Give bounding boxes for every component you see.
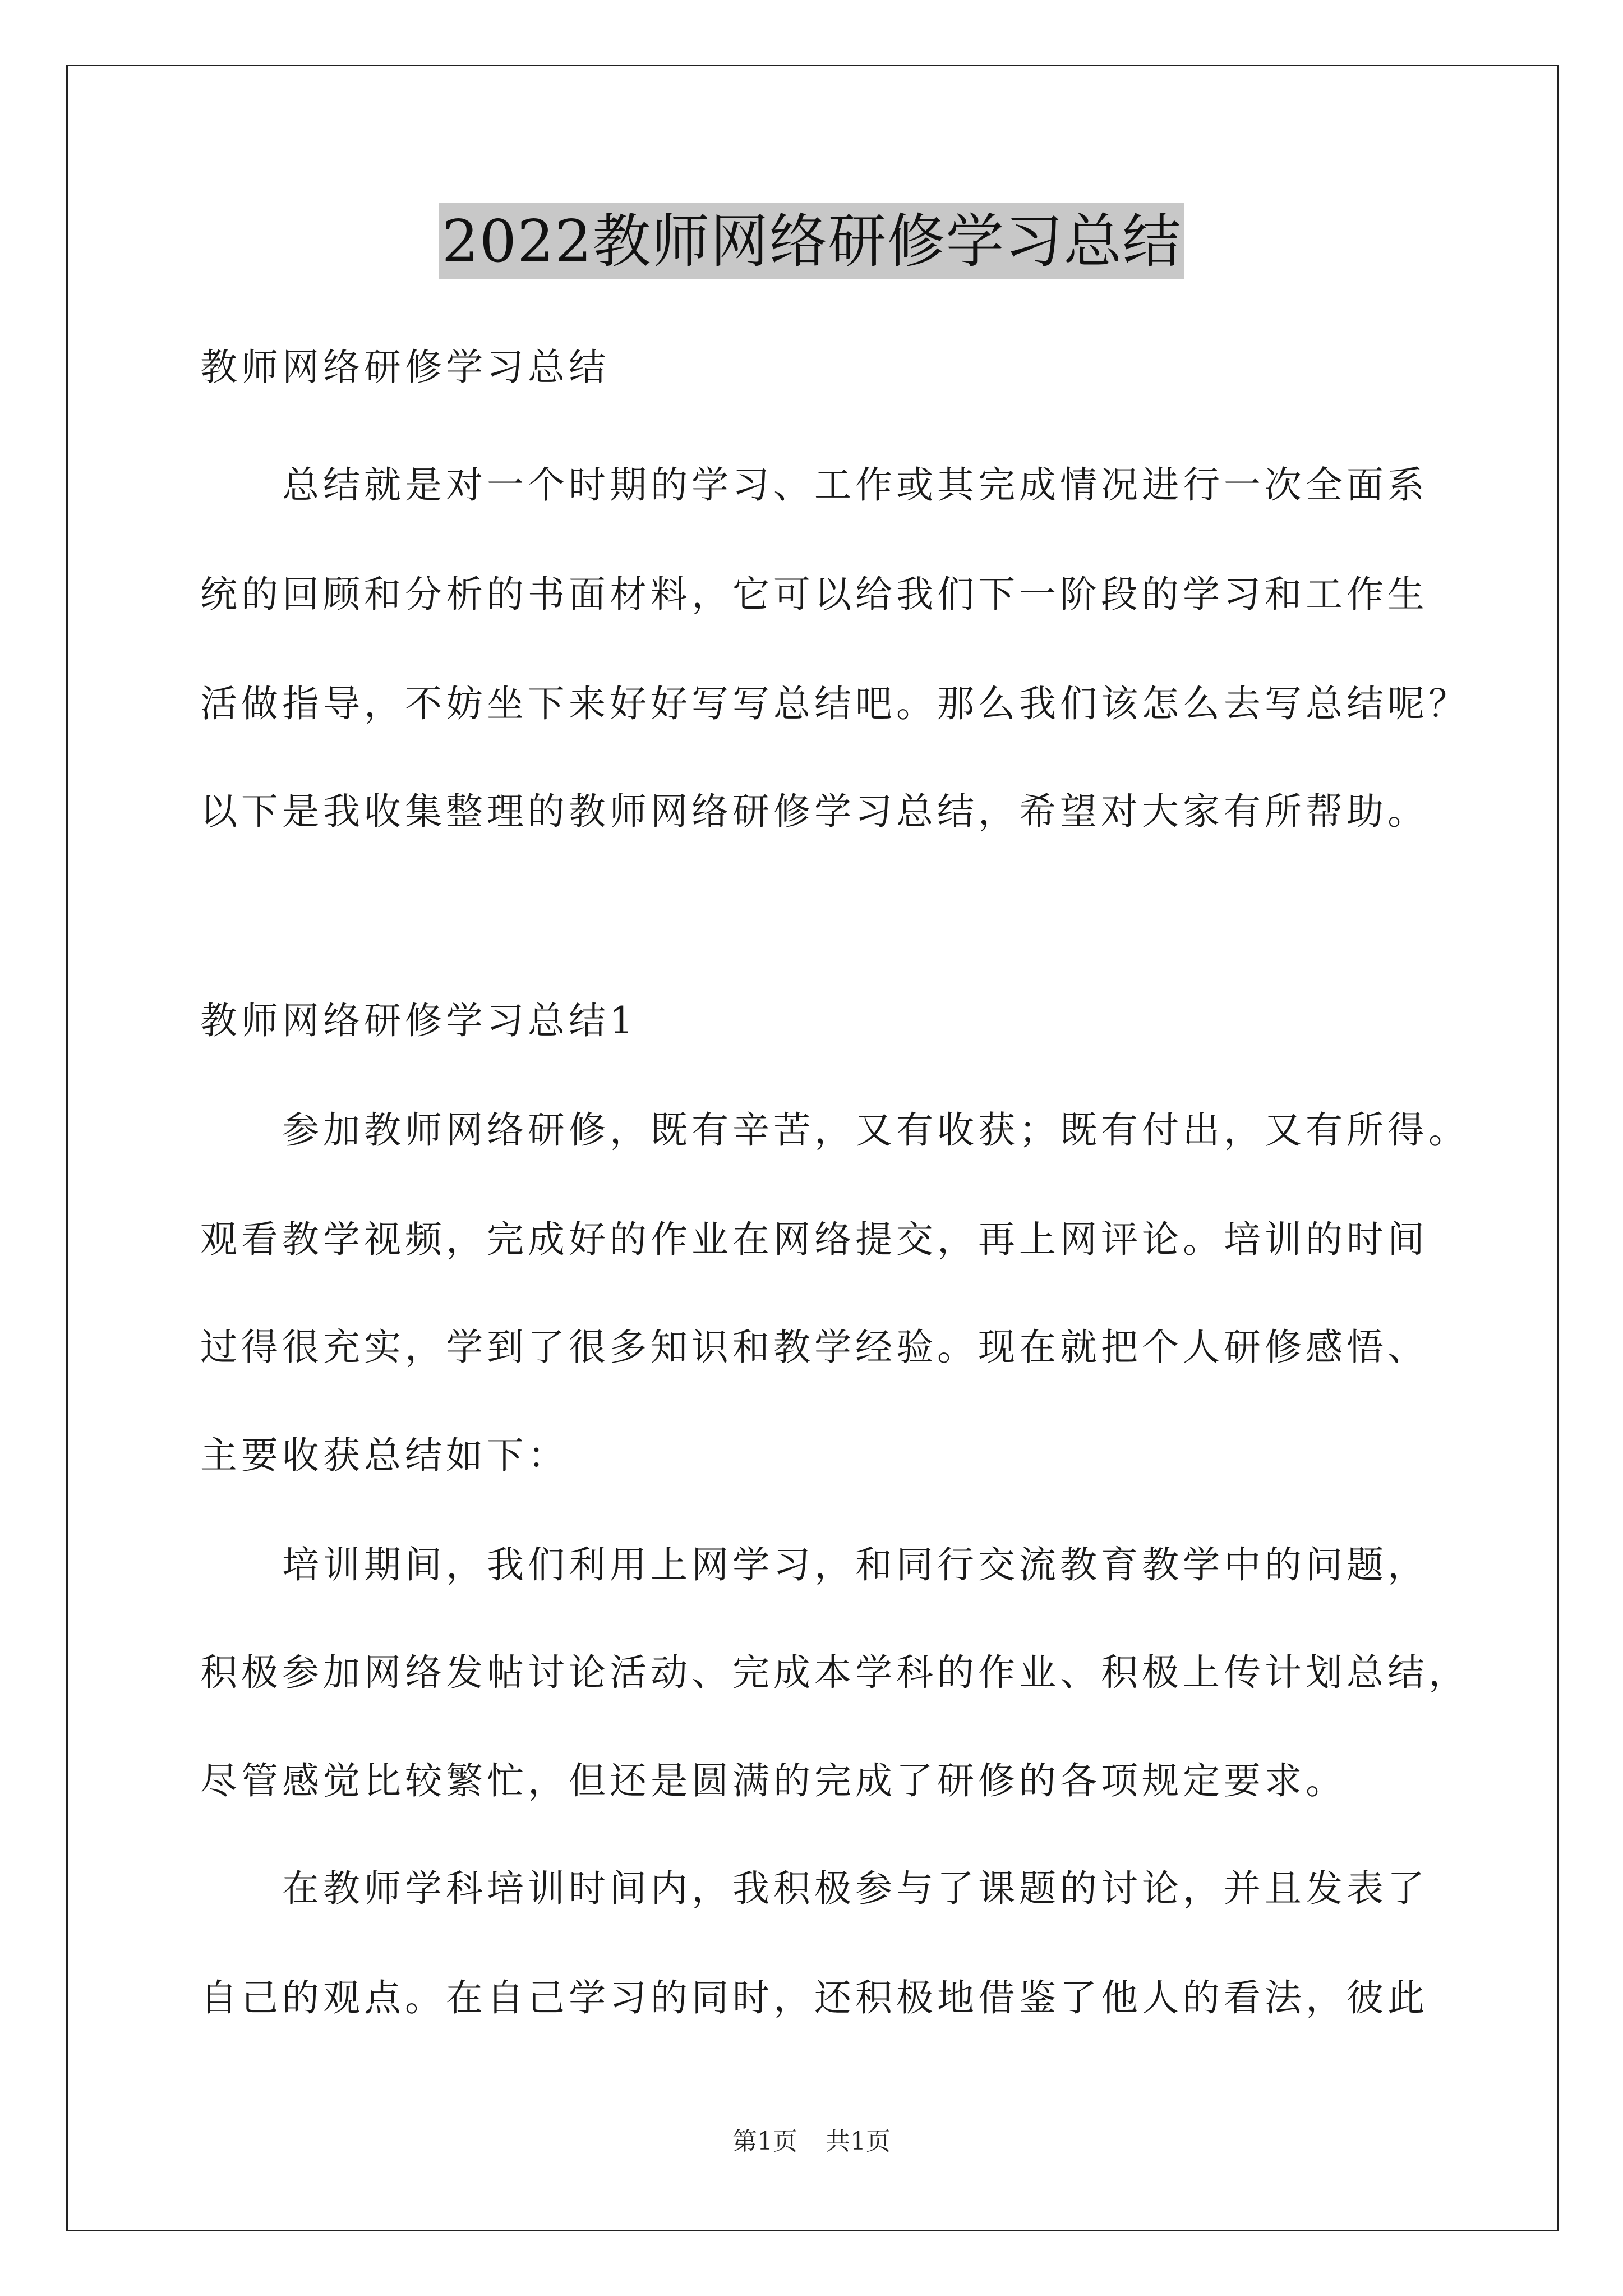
paragraph-line: 以下是我收集整理的教师网络研修学习总结，希望对大家有所帮助。 [200, 790, 1428, 833]
page-number: 第1页 [732, 2127, 797, 2156]
paragraph-line: 观看教学视频，完成好的作业在网络提交，再上网评论。培训的时间 [200, 1218, 1428, 1261]
section-heading: 教师网络研修学习总结1 [200, 999, 637, 1042]
document-title: 2022教师网络研修学习总结 [439, 203, 1185, 279]
paragraph-line: 培训期间，我们利用上网学习，和同行交流教育教学中的问题， [282, 1543, 1428, 1586]
page-total: 共1页 [826, 2127, 891, 2156]
paragraph-line: 主要收获总结如下： [200, 1434, 569, 1477]
paragraph-line: 参加教师网络研修，既有辛苦，又有收获；既有付出，又有所得。 [282, 1108, 1469, 1152]
paragraph-line: 尽管感觉比较繁忙，但还是圆满的完成了研修的各项规定要求。 [200, 1759, 1347, 1802]
paragraph-line: 活做指导，不妨坐下来好好写写总结吧。那么我们该怎么去写总结呢？ [200, 682, 1469, 725]
title-container [0, 203, 1623, 279]
paragraph-line: 积极参加网络发帖讨论活动、完成本学科的作业、积极上传计划总结， [200, 1651, 1469, 1694]
paragraph-line: 总结就是对一个时期的学习、工作或其完成情况进行一次全面系 [282, 463, 1428, 507]
paragraph-line: 统的回顾和分析的书面材料，它可以给我们下一阶段的学习和工作生 [200, 573, 1428, 616]
paragraph-line: 自己的观点。在自己学习的同时，还积极地借鉴了他人的看法，彼此 [200, 1976, 1428, 2019]
paragraph-line: 在教师学科培训时间内，我积极参与了课题的讨论，并且发表了 [282, 1867, 1428, 1910]
section-heading: 教师网络研修学习总结 [200, 346, 610, 389]
page-footer [0, 2126, 1623, 2157]
paragraph-line: 过得很充实，学到了很多知识和教学经验。现在就把个人研修感悟、 [200, 1326, 1428, 1369]
